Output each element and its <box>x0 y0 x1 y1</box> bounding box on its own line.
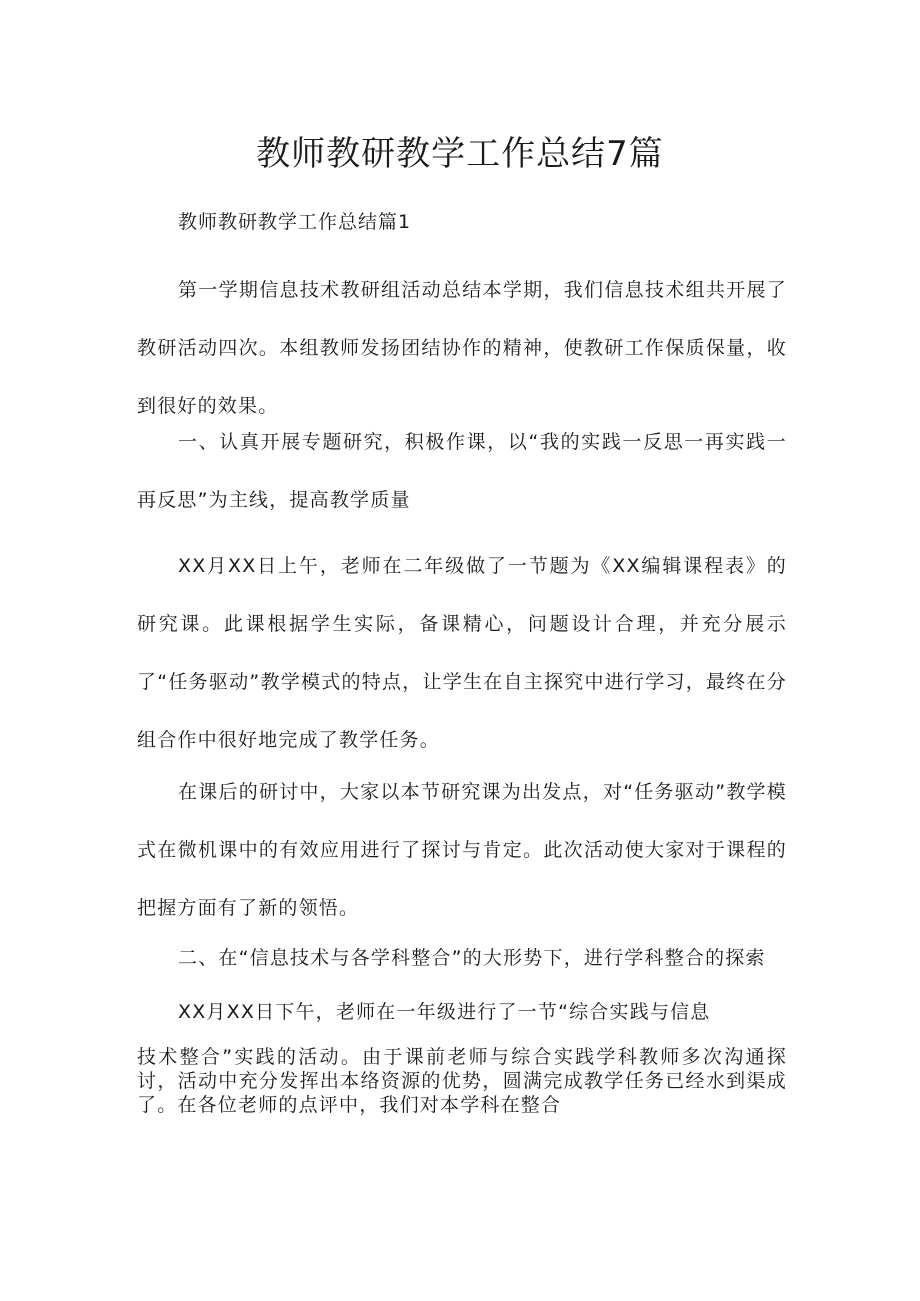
paragraph-integration-lesson: XX月XX日下午，老师在一年级进行了一节“综合实践与信息 <box>178 1001 711 1023</box>
document-title: 教师教研教学工作总结7篇 <box>256 134 664 174</box>
paragraph-integration-continued: 技术整合”实践的活动。由于课前老师与综合实践学科教师多次沟通探讨，活动中充分发挥出本络资源的优势，圆满完成教学任务已经水到渠成了。在各位老师的点评中，我们对本学科在整合 <box>137 1046 787 1116</box>
paragraph-point-two: 二、在“信息技术与各学科整合”的大形势下，进行学科整合的探索 <box>178 947 766 969</box>
section-heading: 教师教研教学工作总结篇1 <box>178 211 412 233</box>
paragraph-intro: 第一学期信息技术教研组活动总结本学期，我们信息技术组共开展了教研活动四次。本组教师发扬团结协作的精神，使教研工作保质保量，收到很好的效果。 <box>137 279 787 417</box>
paragraph-point-one: 一、认真开展专题研究，积极作课，以“我的实践一反思一再实践一再反思”为主线，提高教学质量 <box>137 431 787 511</box>
paragraph-discussion: 在课后的研讨中，大家以本节研究课为出发点，对“任务驱动”教学模式在微机课中的有效应用进行了探讨与肯定。此次活动使大家对于课程的把握方面有了新的领悟。 <box>137 781 787 919</box>
paragraph-research-lesson: XX月XX日上午，老师在二年级做了一节题为《XX编辑课程表》的研究课。此课根据学生实际，备课精心，问题设计合理，并充分展示了“任务驱动”教学模式的特点，让学生在自主探究中进行学习，最终在分组合作中很好地完成了教学任务。 <box>137 555 787 751</box>
